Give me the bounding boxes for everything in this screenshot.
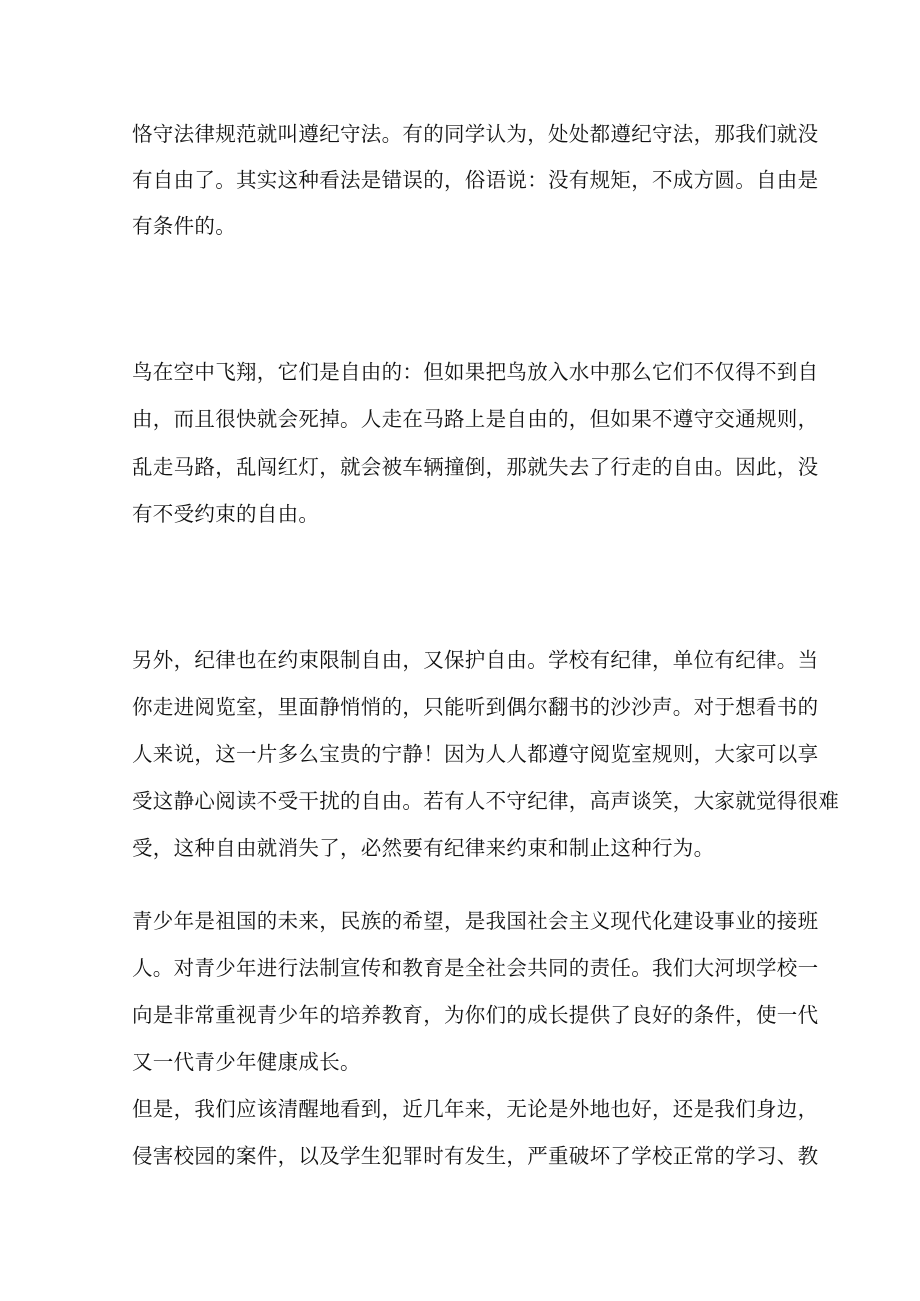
text-line: 但是，我们应该清醒地看到，近几年来，无论是外地也好，还是我们身边， — [132, 1097, 819, 1121]
text-line: 恪守法律规范就叫遵纪守法。有的同学认为，处处都遵纪守法，那我们就没 — [132, 122, 819, 146]
text-line: 有条件的。 — [132, 214, 236, 238]
text-line: 另外，纪律也在约束限制自由，又保护自由。学校有纪律，单位有纪律。当 — [132, 648, 819, 672]
text-line: 鸟在空中飞翔，它们是自由的：但如果把鸟放入水中那么它们不仅得不到自 — [132, 360, 819, 384]
text-line: 人。对青少年进行法制宣传和教育是全社会共同的责任。我们大河坝学校一 — [132, 956, 819, 980]
text-line: 青少年是祖国的未来，民族的希望，是我国社会主义现代化建设事业的接班 — [132, 909, 819, 933]
text-line: 又一代青少年健康成长。 — [132, 1050, 361, 1074]
text-line: 受这静心阅读不受干扰的自由。若有人不守纪律，高声谈笑，大家就觉得很难 — [132, 789, 840, 813]
text-line: 有自由了。其实这种看法是错误的，俗语说：没有规矩，不成方圆。自由是 — [132, 168, 819, 192]
text-line: 乱走马路，乱闯红灯，就会被车辆撞倒，那就失去了行走的自由。因此，没 — [132, 455, 819, 479]
text-line: 侵害校园的案件，以及学生犯罪时有发生，严重破坏了学校正常的学习、教 — [132, 1144, 819, 1168]
text-line: 受，这种自由就消失了，必然要有纪律来约束和制止这种行为。 — [132, 836, 715, 860]
text-line: 你走进阅览室，里面静悄悄的，只能听到偶尔翻书的沙沙声。对于想看书的 — [132, 695, 819, 719]
text-line: 向是非常重视青少年的培养教育，为你们的成长提供了良好的条件，使一代 — [132, 1003, 819, 1027]
text-line: 由，而且很快就会死掉。人走在马路上是自由的，但如果不遵守交通规则， — [132, 407, 819, 431]
text-line: 人来说，这一片多么宝贵的宁静！因为人人都遵守阅览室规则，大家可以享 — [132, 742, 819, 766]
text-line: 有不受约束的自由。 — [132, 502, 320, 526]
